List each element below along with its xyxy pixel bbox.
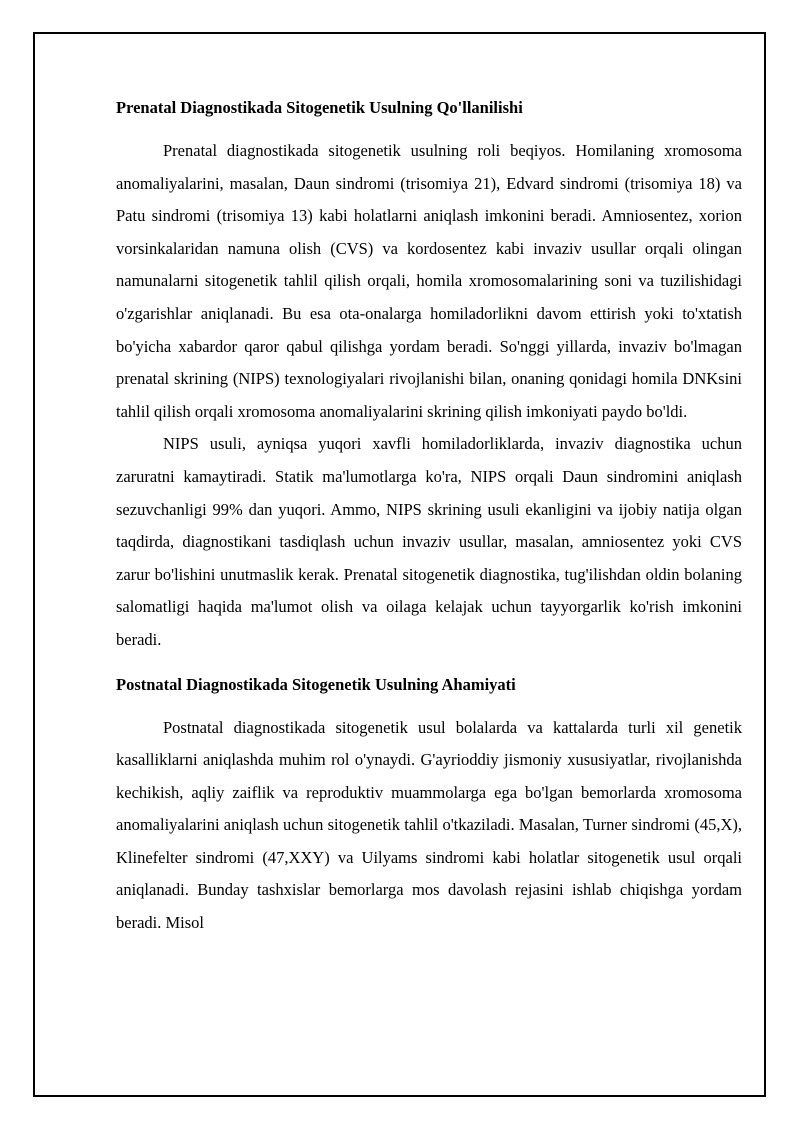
section-heading: Postnatal Diagnostikada Sitogenetik Usulning Ahamiyati bbox=[116, 674, 516, 694]
paragraph: Prenatal diagnostikada sitogenetik usulning roli beqiyos. Homilaning xromosoma anomaliyalarini, masalan, Daun sindromi (trisomiya 21), Edvard sindromi (trisomiya 18) va Patu sindromi (trisomiya 13) kabi holatlarni aniqlash imkonini beradi. Amniosentez, xorion vorsinkalaridan namuna olish (CVS) va kordosentez kabi invaziv usullar orqali olingan namunalarni sitogenetik tahlil qilish orqali, homila xromosomalarining soni va tuzilishidagi o'zgarishlar aniqlanadi. Bu esa ota-onalarga homiladorlikni davom ettirish yoki to'xtatish bo'yicha xabardor qaror qabul qilishga yordam beradi. So'nggi yillarda, invaziv bo'lmagan prenatal skrining (NIPS) texnologiyalari rivojlanishi bilan, onaning qonidagi homila DNKsini tahlil qilish orqali xromosoma anomaliyalarini skrining qilish imkoniyati paydo bo'ldi. bbox=[116, 141, 742, 421]
document-body bbox=[116, 96, 742, 940]
section-prenatal bbox=[116, 96, 742, 657]
section-heading: Prenatal Diagnostikada Sitogenetik Usulning Qo'llanilishi bbox=[116, 98, 523, 117]
paragraph: Postnatal diagnostikada sitogenetik usul bolalarda va kattalarda turli xil genetik kasalliklarni aniqlashda muhim rol o'ynaydi. G'ayrioddiy jismoniy xususiyatlar, rivojlanishda kechikish, aqliy zaiflik va reproduktiv muammolarga ega bo'lgan bemorlarda xromosoma anomaliyalarini aniqlash uchun sitogenetik tahlil o'tkaziladi. Masalan, Turner sindromi (45,X), Klinefelter sindromi (47,XXY) va Uilyams sindromi kabi holatlar sitogenetik usul orqali aniqlanadi. Bunday tashxislar bemorlarga mos davolash rejasini ishlab chiqishga yordam beradi. Misol bbox=[116, 717, 742, 933]
paragraph: NIPS usuli, ayniqsa yuqori xavfli homiladorliklarda, invaziv diagnostika uchun zaruratni kamaytiradi. Statik ma'lumotlarga ko'ra, NIPS orqali Daun sindromini aniqlash sezuvchanligi 99% dan yuqori. Ammo, NIPS skrining usuli ekanligini va ijobiy natija olgan taqdirda, diagnostikani tasdiqlash uchun invaziv usullar, masalan, amniosentez yoki CVS zarur bo'lishini unutmaslik kerak. Prenatal sitogenetik diagnostika, tug'ilishdan oldin bolaning salomatligi haqida ma'lumot olish va oilaga kelajak uchun tayyorgarlik ko'rish imkonini beradi. bbox=[116, 434, 742, 649]
section-postnatal bbox=[116, 673, 742, 940]
